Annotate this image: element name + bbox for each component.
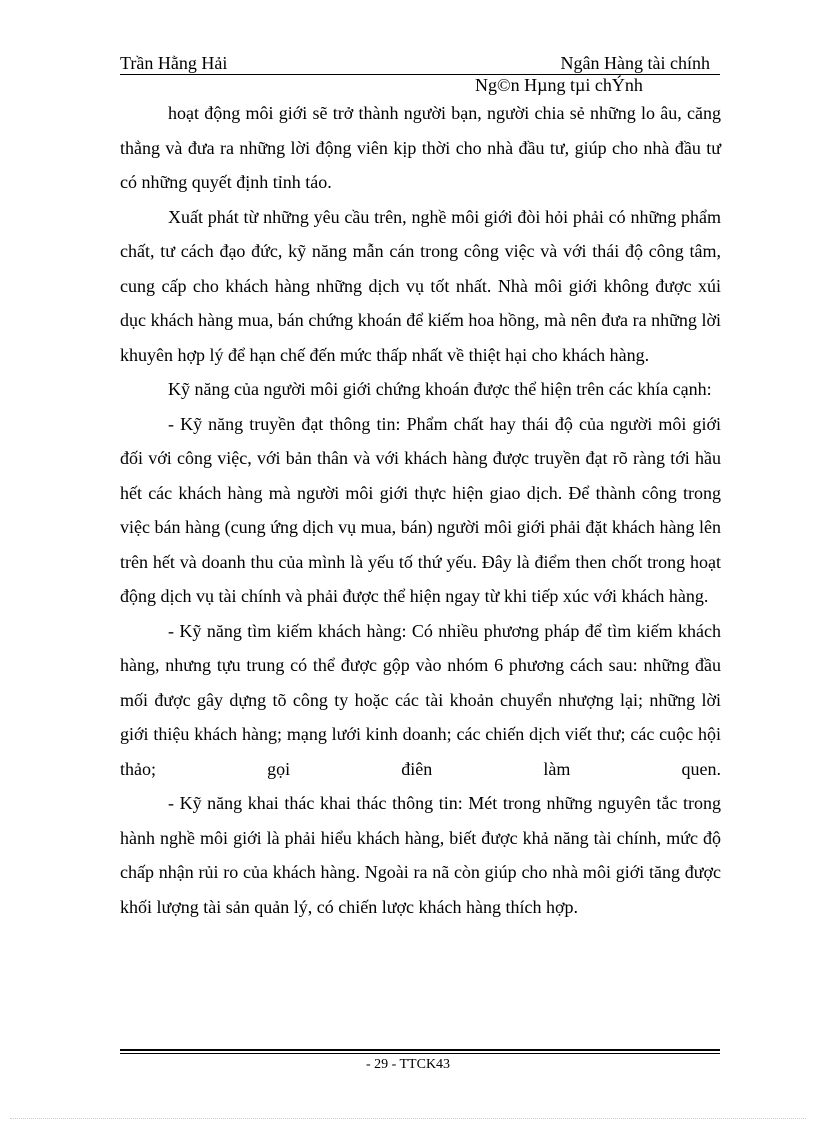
paragraph-2: Xuất phát từ những yêu cầu trên, nghề môi giới đòi hỏi phải có những phẩm chất, tư cách đạo đức, kỹ năng mẫn cán trong công việc và với thái độ công tâm, cung cấp cho khách hàng những dịch vụ tốt nhất. Nhà môi giới không được xúi dục khách hàng mua, bán chứng khoán để kiếm hoa hồng, mà nên đưa ra những lời khuyên hợp lý để hạn chế đến mức thấp nhất về thiệt hại cho khách hàng. (120, 206, 721, 365)
paragraph-customer-search-skill: - Kỹ năng tìm kiếm khách hàng: Có nhiều phương pháp để tìm kiếm khách hàng, nhưng tựu trung có thể được gộp vào nhóm 6 phương cách sau: những đầu mối được gây dựng tõ công ty hoặc các tài khoản chuyển nhượng lại; những lời giới thiệu khách hàng; mạng lưới kinh doanh; các chiến dịch viết thư; các cuộc hội thảo; gọi điên làm quen. (120, 620, 721, 779)
paragraph-communication-skill: - Kỹ năng truyền đạt thông tin: Phẩm chất hay thái độ của người môi giới đối với công việc, với bản thân và với khách hàng được truyền đạt rõ ràng tới hầu hết các khách hàng mà người môi giới thực hiện giao dịch. Để thành công trong việc bán hàng (cung ứng dịch vụ mua, bán) người môi giới phải đặt khách hàng lên trên hết và doanh thu của mình là yếu tố thứ yếu. Đây là điểm then chốt trong hoạt động dịch vụ tài chính và phải được thể hiện ngay từ khi tiếp xúc với khách hàng. (120, 413, 721, 606)
paragraph-1: hoạt động môi giới sẽ trở thành người bạn, người chia sẻ những lo âu, căng thẳng và đưa ra những lời động viên kịp thời cho nhà đầu tư, giúp cho nhà đầu tư có những quyết định tỉnh táo. (120, 103, 721, 192)
header-author: Trần Hằng Hải (120, 53, 228, 73)
header-subject: Ngân Hàng tài chính (560, 53, 710, 73)
page-number: - 29 - TTCK43 (365, 1057, 451, 1072)
header-garbled-subject: Ng©n Hµng tµi chÝnh (475, 75, 643, 95)
footer-rule-thin (120, 1053, 720, 1054)
paragraph-information-skill: - Kỹ năng khai thác khai thác thông tin: Mét trong những nguyên tắc trong hành nghề môi giới là phải hiểu khách hàng, biết được khả năng tài chính, mức độ chấp nhận rủi ro của khách hàng. Ngoài ra nã còn giúp cho nhà môi giới tăng được khối lượng tài sản quản lý, có chiến lược khách hàng thích hợp. (120, 793, 721, 917)
document-body (120, 96, 721, 924)
page-edge-divider (10, 1118, 806, 1119)
paragraph-3: Kỹ năng của người môi giới chứng khoán được thể hiện trên các khía cạnh: (168, 379, 712, 399)
footer-rule-thick (120, 1049, 720, 1051)
